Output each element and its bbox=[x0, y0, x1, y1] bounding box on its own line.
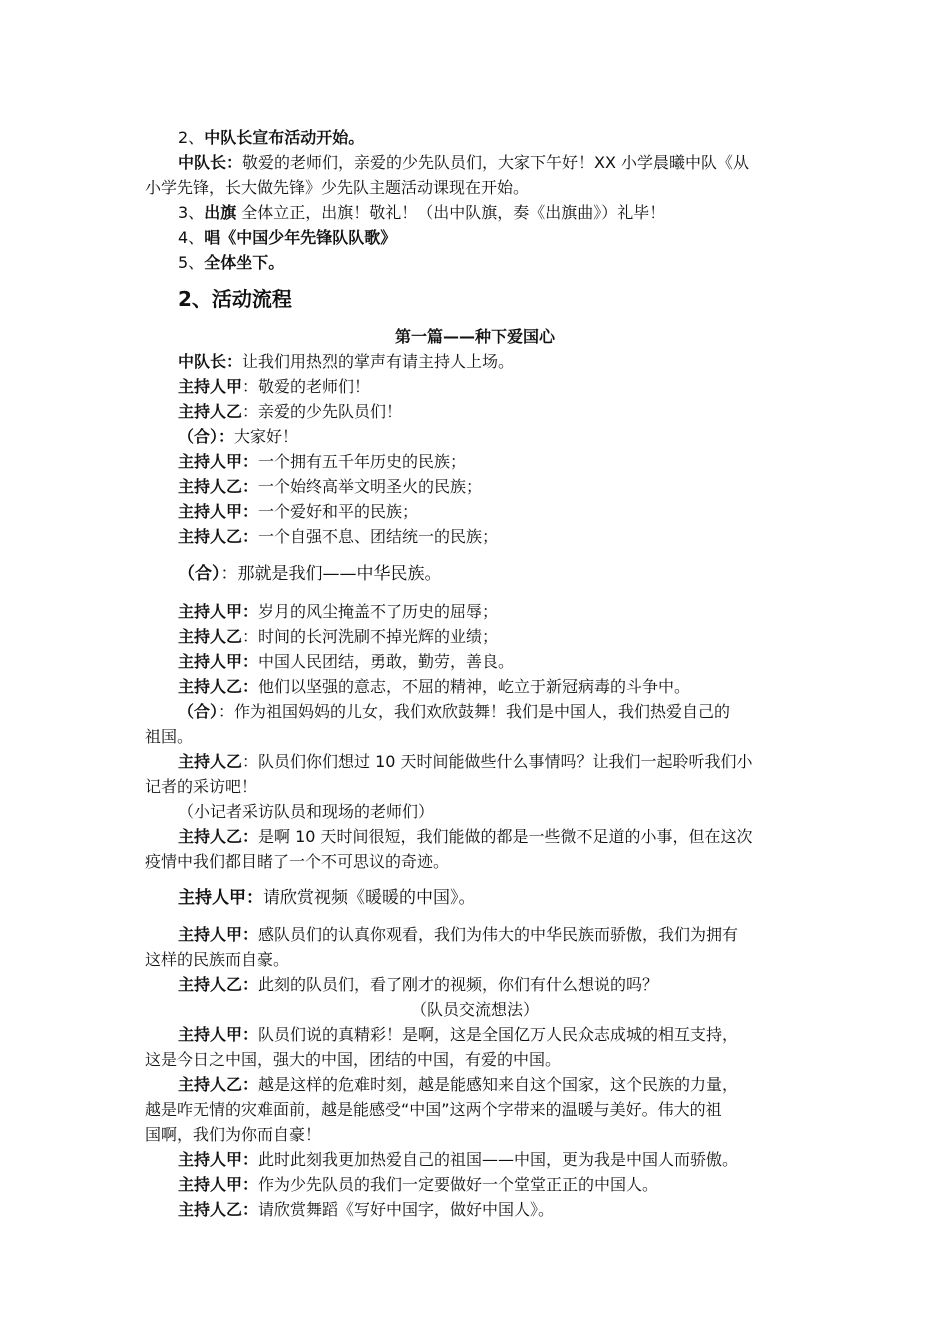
item-text: 中队长宣布活动开始。 bbox=[204, 128, 365, 147]
dialogue-line bbox=[178, 650, 514, 674]
dialogue-line bbox=[178, 700, 730, 724]
speaker-label: 中队长： bbox=[178, 352, 243, 371]
speaker-label: 主持人乙： bbox=[178, 1200, 259, 1219]
dialogue-line bbox=[178, 600, 498, 624]
dialogue-line bbox=[178, 625, 498, 649]
line-text: 此刻的队员们，看了刚才的视频，你们有什么想说的吗？ bbox=[258, 975, 659, 994]
opening-item-5 bbox=[178, 251, 284, 275]
dialogue-line bbox=[178, 973, 658, 997]
speaker-label: 主持人乙 bbox=[178, 627, 243, 646]
opening-item-2 bbox=[178, 126, 364, 150]
dialogue-line bbox=[178, 450, 466, 474]
speaker-label: 主持人甲： bbox=[178, 1175, 259, 1194]
line-text: ：那就是我们——中华民族。 bbox=[220, 564, 442, 584]
line-text: 一个自强不息、团结统一的民族； bbox=[258, 527, 499, 546]
dialogue-line-cont: 疫情中我们都目睹了一个不可思议的奇迹。 bbox=[145, 852, 450, 871]
line-text: 大家好！ bbox=[234, 427, 299, 446]
speaker-label: 主持人甲： bbox=[178, 888, 263, 908]
item-text: 唱《中国少年先锋队队歌》 bbox=[204, 228, 397, 247]
stage-direction: （小记者采访队员和现场的老师们） bbox=[178, 802, 435, 821]
speech-text: 敬爱的老师们，亲爱的少先队员们，大家下午好！XX 小学晨曦中队《从 bbox=[242, 153, 750, 172]
speaker-label: 主持人甲： bbox=[178, 1025, 259, 1044]
dialogue-line-cont: 祖国。 bbox=[145, 727, 194, 746]
speaker-label: 主持人甲 bbox=[178, 377, 243, 396]
item-number: 4、 bbox=[178, 228, 205, 247]
item-text: 全体坐下。 bbox=[204, 253, 285, 272]
item-number: 5、 bbox=[178, 253, 205, 272]
item-number: 2、 bbox=[178, 128, 205, 147]
speaker-label: （合） bbox=[178, 702, 219, 721]
item-bold: 出旗 bbox=[204, 203, 237, 222]
speaker-label: 中队长： bbox=[178, 153, 243, 172]
speaker-label: 主持人甲： bbox=[178, 602, 259, 621]
speaker-label: 主持人甲： bbox=[178, 925, 259, 944]
dialogue-line bbox=[178, 675, 690, 699]
dialogue-line-cont: 这样的民族而自豪。 bbox=[145, 950, 290, 969]
line-text: 中国人民团结，勇敢，勤劳，善良。 bbox=[258, 652, 515, 671]
line-text: 感队员们的认真你观看，我们为伟大的中华民族而骄傲，我们为拥有 bbox=[258, 925, 739, 944]
line-text: 是啊 10 天时间很短，我们能做的都是一些微不足道的小事，但在这次 bbox=[258, 827, 753, 846]
speaker-label: 主持人甲： bbox=[178, 652, 259, 671]
speaker-label: 主持人乙： bbox=[178, 677, 259, 696]
line-text: 请欣赏舞蹈《写好中国字，做好中国人》。 bbox=[258, 1200, 555, 1219]
chapter-title: 第一篇——种下爱国心 bbox=[394, 327, 555, 346]
line-text: 队员们说的真精彩！是啊，这是全国亿万人民众志成城的相互支持， bbox=[258, 1025, 739, 1044]
opening-speech bbox=[178, 151, 749, 175]
line-text: ：敬爱的老师们！ bbox=[242, 377, 371, 396]
speaker-label: 主持人乙： bbox=[178, 527, 259, 546]
line-text: 一个始终高举文明圣火的民族； bbox=[258, 477, 483, 496]
dialogue-line-cont: 国啊，我们为你而自豪！ bbox=[145, 1125, 322, 1144]
speaker-label: 主持人乙： bbox=[178, 1075, 259, 1094]
dialogue-line bbox=[178, 886, 476, 910]
speaker-label: 主持人甲： bbox=[178, 1150, 259, 1169]
dialogue-line bbox=[178, 1148, 738, 1172]
speaker-label: 主持人乙： bbox=[178, 477, 259, 496]
item-text: 全体立正，出旗！敬礼！（出中队旗，奏《出旗曲》）礼毕！ bbox=[236, 203, 666, 222]
dialogue-line bbox=[178, 1023, 738, 1047]
line-text: 请欣赏视频《暖暖的中国》。 bbox=[263, 888, 476, 908]
dialogue-line-cont: 越是咋无情的灾难面前，越是能感受“中国”这两个字带来的温暖与美好。伟大的祖 bbox=[145, 1100, 722, 1119]
line-text: 他们以坚强的意志，不屈的精神，屹立于新冠病毒的斗争中。 bbox=[258, 677, 691, 696]
dialogue-line bbox=[178, 400, 402, 424]
speaker-label: 主持人乙： bbox=[178, 975, 259, 994]
line-text: ：亲爱的少先队员们！ bbox=[242, 402, 403, 421]
line-text: 岁月的风尘掩盖不了历史的屈辱； bbox=[258, 602, 499, 621]
line-text: 一个拥有五千年历史的民族； bbox=[258, 452, 467, 471]
dialogue-line bbox=[178, 500, 418, 524]
dialogue-line-cont: 这是今日之中国，强大的中国，团结的中国，有爱的中国。 bbox=[145, 1050, 562, 1069]
dialogue-line bbox=[178, 525, 498, 549]
dialogue-line bbox=[178, 562, 442, 586]
speaker-label: （合） bbox=[178, 564, 221, 584]
opening-item-3 bbox=[178, 201, 665, 225]
speaker-label: 主持人乙： bbox=[178, 827, 259, 846]
speaker-label: 主持人甲： bbox=[178, 452, 259, 471]
dialogue-line bbox=[178, 750, 753, 774]
line-text: 让我们用热烈的掌声有请主持人上场。 bbox=[242, 352, 515, 371]
dialogue-line bbox=[178, 375, 370, 399]
speaker-label: 主持人乙 bbox=[178, 402, 243, 421]
dialogue-line bbox=[178, 825, 753, 849]
line-text: 作为少先队员的我们一定要做好一个堂堂正正的中国人。 bbox=[258, 1175, 659, 1194]
dialogue-line-cont: 记者的采访吧！ bbox=[145, 777, 258, 796]
stage-direction: （队员交流想法） bbox=[410, 1000, 539, 1019]
line-text: ：时间的长河洗刷不掉光辉的业绩； bbox=[242, 627, 499, 646]
dialogue-line bbox=[178, 923, 738, 947]
opening-speech-cont: 小学先锋，长大做先锋》少先队主题活动课现在开始。 bbox=[145, 178, 530, 197]
dialogue-line bbox=[178, 1073, 738, 1097]
speaker-label: 主持人乙 bbox=[178, 752, 243, 771]
dialogue-line bbox=[178, 425, 298, 449]
line-text: 此时此刻我更加热爱自己的祖国——中国，更为我是中国人而骄傲。 bbox=[258, 1150, 739, 1169]
line-text: ：队员们你们想过 10 天时间能做些什么事情吗？让我们一起聆听我们小 bbox=[242, 752, 753, 771]
dialogue-line bbox=[178, 350, 514, 374]
line-text: 越是这样的危难时刻，越是能感知来自这个国家，这个民族的力量， bbox=[258, 1075, 739, 1094]
speaker-label: （合）： bbox=[178, 427, 235, 446]
dialogue-line bbox=[178, 1198, 554, 1222]
dialogue-line bbox=[178, 1173, 658, 1197]
item-number: 3、 bbox=[178, 203, 205, 222]
speaker-label: 主持人甲： bbox=[178, 502, 259, 521]
section-heading: 2、活动流程 bbox=[178, 287, 292, 311]
line-text: ：作为祖国妈妈的儿女，我们欢欣鼓舞！我们是中国人，我们热爱自己的 bbox=[218, 702, 731, 721]
line-text: 一个爱好和平的民族； bbox=[258, 502, 419, 521]
dialogue-line bbox=[178, 475, 482, 499]
opening-item-4 bbox=[178, 226, 396, 250]
